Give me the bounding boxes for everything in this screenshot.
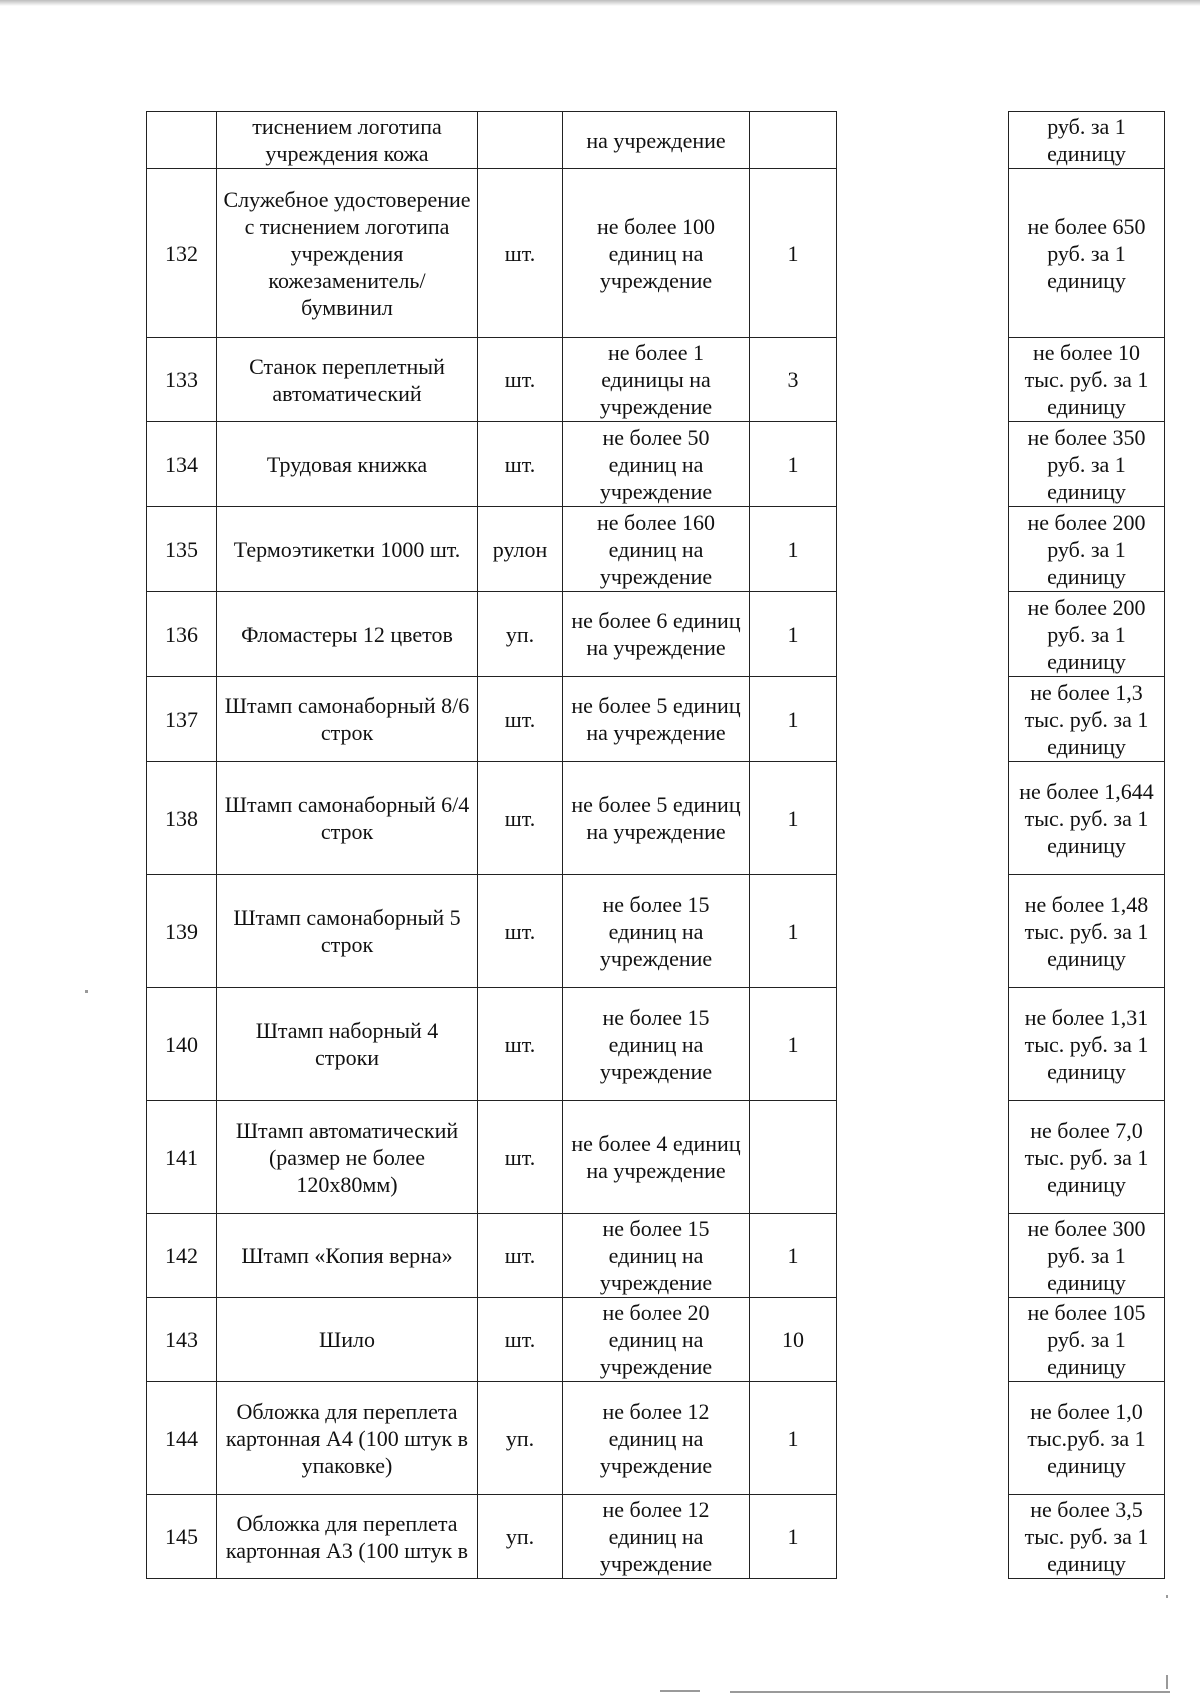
item-name-cell: Штамп наборный 4 строки: [217, 988, 478, 1101]
quantity-limit-cell: не более 15 единиц на учреждение: [563, 988, 750, 1101]
item-name-cell: тиснением логотипа учреждения кожа: [217, 112, 478, 169]
item-count-cell: 1: [750, 875, 837, 988]
row-number-cell: 142: [147, 1214, 217, 1298]
scan-speck: [730, 1691, 1170, 1693]
price-limit-cell: не более 10 тыс. руб. за 1 единицу: [1009, 338, 1165, 422]
item-count-cell: 1: [750, 507, 837, 592]
row-number-cell: 143: [147, 1298, 217, 1382]
quantity-limit-cell: не более 6 единиц на учреждение: [563, 592, 750, 677]
scan-edge-shadow: [0, 0, 1200, 6]
item-count-cell: 1: [750, 422, 837, 507]
price-limit-cell: не более 7,0 тыс. руб. за 1 единицу: [1009, 1101, 1165, 1214]
price-row: [1009, 875, 1165, 988]
item-count-cell: 1: [750, 1382, 837, 1495]
row-number-cell: 145: [147, 1495, 217, 1579]
table-row: [147, 1298, 837, 1382]
unit-of-measure-cell: шт.: [478, 1214, 563, 1298]
scan-speck: [85, 990, 88, 993]
price-row: [1009, 169, 1165, 338]
scan-speck: [1166, 1675, 1168, 1689]
price-row: [1009, 677, 1165, 762]
quantity-limit-cell: не более 15 единиц на учреждение: [563, 875, 750, 988]
price-limit-cell: не более 350 руб. за 1 единицу: [1009, 422, 1165, 507]
unit-of-measure-cell: шт.: [478, 338, 563, 422]
item-name-cell: Шило: [217, 1298, 478, 1382]
item-name-cell: Штамп автоматический (размер не более 120х80мм): [217, 1101, 478, 1214]
unit-of-measure-cell: шт.: [478, 1101, 563, 1214]
row-number-cell: 141: [147, 1101, 217, 1214]
items-table: [146, 111, 837, 1579]
row-number-cell: 135: [147, 507, 217, 592]
price-limit-cell: не более 1,3 тыс. руб. за 1 единицу: [1009, 677, 1165, 762]
quantity-limit-cell: не более 100 единиц на учреждение: [563, 169, 750, 338]
table-row: [147, 988, 837, 1101]
price-limit-column: [1008, 111, 1165, 1579]
scan-speck: [660, 1690, 700, 1692]
price-row: [1009, 1298, 1165, 1382]
unit-of-measure-cell: шт.: [478, 677, 563, 762]
row-number-cell: 140: [147, 988, 217, 1101]
quantity-limit-cell: не более 12 единиц на учреждение: [563, 1382, 750, 1495]
table-row: [147, 875, 837, 988]
quantity-limit-cell: не более 160 единиц на учреждение: [563, 507, 750, 592]
unit-of-measure-cell: шт.: [478, 875, 563, 988]
unit-of-measure-cell: уп.: [478, 1382, 563, 1495]
price-row: [1009, 1101, 1165, 1214]
item-count-cell: 1: [750, 169, 837, 338]
item-name-cell: Термоэтикетки 1000 шт.: [217, 507, 478, 592]
unit-of-measure-cell: [478, 112, 563, 169]
item-name-cell: Штамп самонаборный 5 строк: [217, 875, 478, 988]
price-limit-cell: не более 1,31 тыс. руб. за 1 единицу: [1009, 988, 1165, 1101]
item-name-cell: Служебное удостоверение с тиснением логотипа учреждения кожезаменитель/ бумвинил: [217, 169, 478, 338]
item-count-cell: 1: [750, 592, 837, 677]
item-name-cell: Фломастеры 12 цветов: [217, 592, 478, 677]
table-row: [147, 169, 837, 338]
unit-of-measure-cell: рулон: [478, 507, 563, 592]
unit-of-measure-cell: уп.: [478, 592, 563, 677]
unit-of-measure-cell: шт.: [478, 762, 563, 875]
quantity-limit-cell: не более 4 единиц на учреждение: [563, 1101, 750, 1214]
item-count-cell: 1: [750, 988, 837, 1101]
unit-of-measure-cell: шт.: [478, 1298, 563, 1382]
item-count-cell: 1: [750, 1214, 837, 1298]
price-row: [1009, 422, 1165, 507]
item-name-cell: Штамп самонаборный 8/6 строк: [217, 677, 478, 762]
table-row: [147, 762, 837, 875]
item-count-cell: [750, 1101, 837, 1214]
row-number-cell: 138: [147, 762, 217, 875]
price-row: [1009, 762, 1165, 875]
quantity-limit-cell: не более 5 единиц на учреждение: [563, 677, 750, 762]
price-row: [1009, 1382, 1165, 1495]
quantity-limit-cell: не более 50 единиц на учреждение: [563, 422, 750, 507]
price-limit-cell: не более 105 руб. за 1 единицу: [1009, 1298, 1165, 1382]
item-name-cell: Обложка для переплета картонная А4 (100 штук в упаковке): [217, 1382, 478, 1495]
unit-of-measure-cell: шт.: [478, 988, 563, 1101]
price-limit-cell: не более 1,48 тыс. руб. за 1 единицу: [1009, 875, 1165, 988]
price-row: [1009, 1495, 1165, 1579]
unit-of-measure-cell: шт.: [478, 169, 563, 338]
price-limit-cell: не более 3,5 тыс. руб. за 1 единицу: [1009, 1495, 1165, 1579]
row-number-cell: 144: [147, 1382, 217, 1495]
item-count-cell: 1: [750, 1495, 837, 1579]
table-row: [147, 422, 837, 507]
row-number-cell: 137: [147, 677, 217, 762]
unit-of-measure-cell: шт.: [478, 422, 563, 507]
price-limit-cell: не более 200 руб. за 1 единицу: [1009, 592, 1165, 677]
table-row: [147, 1101, 837, 1214]
row-number-cell: 133: [147, 338, 217, 422]
item-name-cell: Трудовая книжка: [217, 422, 478, 507]
price-limit-cell: не более 200 руб. за 1 единицу: [1009, 507, 1165, 592]
quantity-limit-cell: не более 1 единицы на учреждение: [563, 338, 750, 422]
price-limit-cell: не более 1,644 тыс. руб. за 1 единицу: [1009, 762, 1165, 875]
item-name-cell: Обложка для переплета картонная А3 (100 штук в: [217, 1495, 478, 1579]
price-row: [1009, 592, 1165, 677]
table-row: [147, 1214, 837, 1298]
item-name-cell: Штамп самонаборный 6/4 строк: [217, 762, 478, 875]
item-count-cell: 1: [750, 762, 837, 875]
row-number-cell: 134: [147, 422, 217, 507]
row-number-cell: [147, 112, 217, 169]
price-row: [1009, 507, 1165, 592]
price-row: [1009, 988, 1165, 1101]
unit-of-measure-cell: уп.: [478, 1495, 563, 1579]
table-row: [147, 1495, 837, 1579]
table-row: [147, 112, 837, 169]
item-name-cell: Станок переплетный автоматический: [217, 338, 478, 422]
quantity-limit-cell: не более 20 единиц на учреждение: [563, 1298, 750, 1382]
scan-speck: [1166, 1595, 1168, 1598]
table-row: [147, 677, 837, 762]
item-count-cell: 10: [750, 1298, 837, 1382]
quantity-limit-cell: на учреждение: [563, 112, 750, 169]
table-row: [147, 1382, 837, 1495]
table-row: [147, 507, 837, 592]
price-limit-cell: не более 1,0 тыс.руб. за 1 единицу: [1009, 1382, 1165, 1495]
quantity-limit-cell: не более 15 единиц на учреждение: [563, 1214, 750, 1298]
price-limit-cell: руб. за 1 единицу: [1009, 112, 1165, 169]
item-count-cell: [750, 112, 837, 169]
price-limit-cell: не более 300 руб. за 1 единицу: [1009, 1214, 1165, 1298]
item-name-cell: Штамп «Копия верна»: [217, 1214, 478, 1298]
row-number-cell: 132: [147, 169, 217, 338]
price-row: [1009, 338, 1165, 422]
item-count-cell: 3: [750, 338, 837, 422]
price-row: [1009, 112, 1165, 169]
row-number-cell: 136: [147, 592, 217, 677]
table-row: [147, 592, 837, 677]
quantity-limit-cell: не более 12 единиц на учреждение: [563, 1495, 750, 1579]
quantity-limit-cell: не более 5 единиц на учреждение: [563, 762, 750, 875]
price-limit-cell: не более 650 руб. за 1 единицу: [1009, 169, 1165, 338]
item-count-cell: 1: [750, 677, 837, 762]
table-row: [147, 338, 837, 422]
price-row: [1009, 1214, 1165, 1298]
row-number-cell: 139: [147, 875, 217, 988]
